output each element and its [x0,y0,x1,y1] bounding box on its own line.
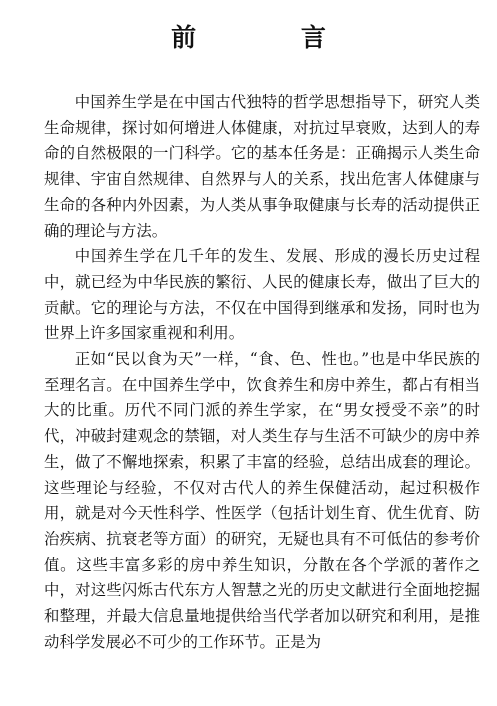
paragraph-1: 中国养生学是在中国古代独特的哲学思想指导下，研究人类生命规律，探讨如何增进人体健康，对抗过早衰败，达到人的寿命的自然极限的一门科学。它的基本任务是：正确揭示人类生命规律、宇宙自然规律、自然界与人的关系，找出危害人体健康与生命的各种内外因素，为人类从事争取健康与长寿的活动提供正确的理论与方法。 [44,93,480,240]
paragraph-2: 中国养生学在几千年的发生、发展、形成的漫长历史过程中，就已经为中华民族的繁衍、人民的健康长寿，做出了巨大的贡献。它的理论与方法，不仅在中国得到继承和发扬，同时也为世界上许多国家重视和利用。 [44,247,480,343]
page-title: 前 言 [171,23,374,52]
paragraph-3: 正如“民以食为天”一样，“食、色、性也。”也是中华民族的至理名言。在中国养生学中，饮食养生和房中养生，都占有相当大的比重。历代不同门派的养生学家，在“男女授受不亲”的时代，冲破封建观念的禁锢，对人类生存与生活不可缺少的房中养生，做了不懈地探索，积累了丰富的经验，总结出成套的理论。这些理论与经验，不仅对古代人的养生保健活动，起过积极作用，就是对今天性科学、性医学（包括计划生育、优生优育、防治疾病、抗衰老等方面）的研究，无疑也具有不可低估的参考价值。这些丰富多彩的房中养生知识，分散在各个学派的著作之中，对这些闪烁古代东方人智慧之光的历史文献进行全面地挖掘和整理，并最大信息量地提供给当代学者加以研究和利用，是推动科学发展必不可少的工作环节。正是为 [44,350,480,651]
body-text [44,90,480,655]
